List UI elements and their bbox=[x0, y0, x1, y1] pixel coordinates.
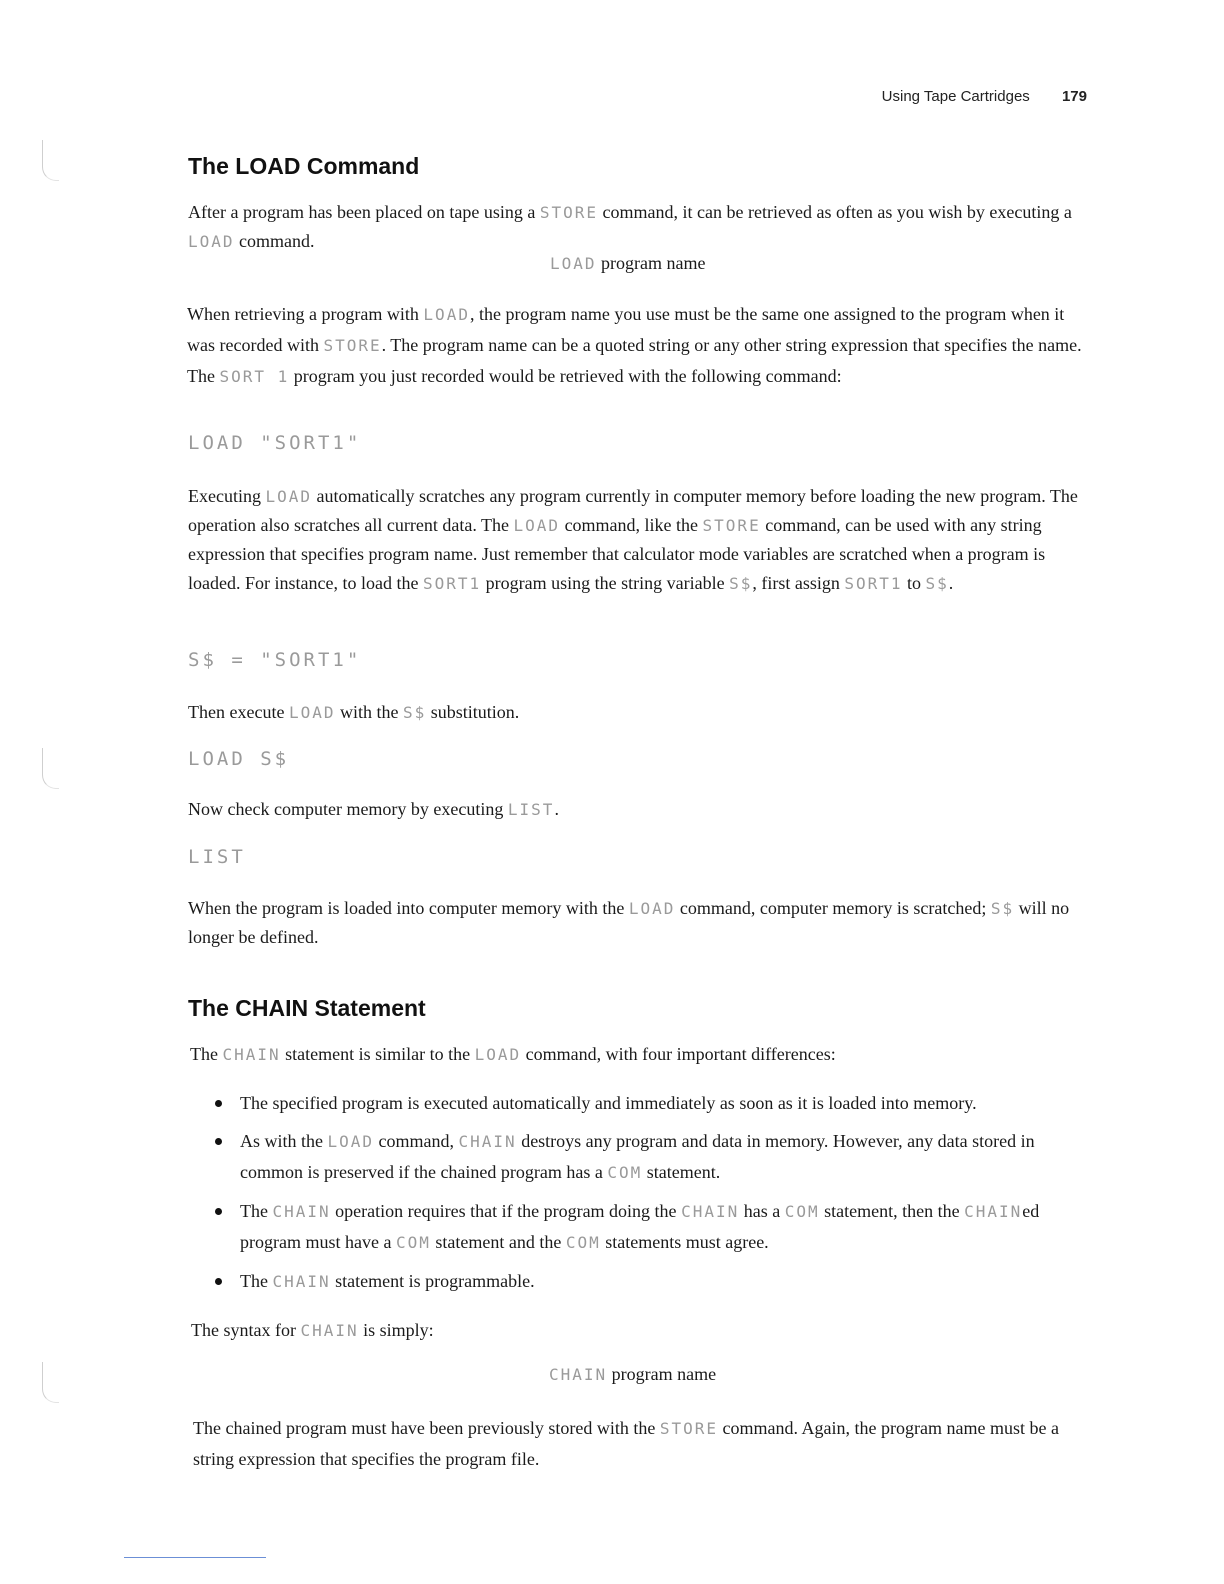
code-load-sort1: LOAD "SORT1" bbox=[188, 432, 362, 454]
text-span: with the bbox=[335, 702, 403, 722]
paragraph-chain-intro bbox=[190, 1040, 1090, 1069]
text-span: statements must agree. bbox=[600, 1232, 769, 1252]
text-span: , first assign bbox=[752, 573, 845, 593]
section-heading-load: The LOAD Command bbox=[188, 153, 420, 179]
bullet-icon bbox=[215, 1100, 222, 1107]
keyword-s-dollar: S$ bbox=[402, 703, 427, 722]
text-span: The bbox=[190, 1044, 223, 1064]
keyword-load: LOAD bbox=[513, 516, 561, 535]
syntax-text: program name bbox=[596, 253, 706, 273]
text-span: is simply: bbox=[358, 1320, 434, 1340]
text-span: operation requires that if the program doing the bbox=[330, 1201, 682, 1221]
list-item bbox=[190, 1088, 1102, 1118]
paragraph-then-execute bbox=[188, 698, 1088, 727]
margin-mark bbox=[42, 748, 59, 789]
code-assign-s-dollar: S$ = "SORT1" bbox=[188, 649, 362, 671]
keyword-com: COM bbox=[565, 1233, 601, 1252]
page-number: 179 bbox=[1061, 88, 1087, 105]
text-span: statement is similar to the bbox=[280, 1044, 475, 1064]
bullet-icon bbox=[215, 1208, 222, 1215]
keyword-chain: CHAIN bbox=[272, 1272, 331, 1291]
text-span: , the program name you use must be the same one assigned to the program when it was recorded with bbox=[187, 304, 1065, 355]
text-span: Then execute bbox=[188, 702, 289, 722]
margin-mark bbox=[42, 1362, 59, 1403]
footer-rule bbox=[124, 1557, 266, 1558]
bullet-icon bbox=[215, 1138, 222, 1145]
text-span: The chained program must have been previously stored with the bbox=[193, 1418, 660, 1438]
keyword-store: STORE bbox=[323, 336, 382, 355]
list-item bbox=[190, 1196, 1102, 1258]
text-span: to bbox=[902, 573, 926, 593]
syntax-load bbox=[550, 253, 706, 274]
keyword-load: LOAD bbox=[628, 899, 676, 918]
keyword-chain: CHAIN bbox=[300, 1321, 359, 1340]
keyword-store: STORE bbox=[702, 516, 761, 535]
syntax-chain bbox=[549, 1364, 716, 1385]
text-span: ed program must have a bbox=[240, 1201, 1040, 1252]
text-span: program using the string variable bbox=[481, 573, 730, 593]
section-heading-chain: The CHAIN Statement bbox=[188, 995, 426, 1021]
text-span: After a program has been placed on tape using a bbox=[188, 202, 540, 222]
keyword-com: COM bbox=[395, 1233, 431, 1252]
keyword-chain: CHAIN bbox=[681, 1202, 740, 1221]
list-item bbox=[190, 1266, 1102, 1297]
text-span: command, bbox=[374, 1131, 459, 1151]
text-span: . bbox=[948, 573, 954, 593]
text-span: command. bbox=[234, 231, 315, 251]
list-item bbox=[190, 1126, 1102, 1188]
keyword-load: LOAD bbox=[327, 1132, 375, 1151]
code-list: LIST bbox=[188, 846, 246, 868]
text-span: command, with four important differences: bbox=[521, 1044, 836, 1064]
keyword-sort1: SORT 1 bbox=[219, 367, 290, 386]
keyword-com: COM bbox=[784, 1202, 820, 1221]
text-span: . The program name can be a quoted string or any other string expression that specifies the name. The bbox=[187, 335, 1082, 386]
paragraph-load-retrieve bbox=[187, 299, 1082, 392]
keyword-s-dollar: S$ bbox=[990, 899, 1015, 918]
text-span: The syntax for bbox=[191, 1320, 301, 1340]
paragraph-load-intro bbox=[188, 198, 1088, 256]
text-span: When retrieving a program with bbox=[187, 304, 424, 324]
text-span: statement and the bbox=[430, 1232, 566, 1252]
text-span: has a bbox=[739, 1201, 785, 1221]
paragraph-chain-closing bbox=[193, 1413, 1093, 1475]
keyword-chain: CHAIN bbox=[272, 1202, 331, 1221]
syntax-text: program name bbox=[607, 1364, 717, 1384]
paragraph-memory-scratched bbox=[188, 894, 1088, 952]
text-span: . bbox=[554, 799, 559, 819]
text-span: The specified program is executed automatically and immediately as soon as it is loaded into memory. bbox=[240, 1093, 977, 1113]
text-span: statement. bbox=[642, 1162, 721, 1182]
bullet-icon bbox=[215, 1278, 222, 1285]
text-span: Executing bbox=[188, 486, 266, 506]
keyword-sort1: SORT1 bbox=[844, 574, 903, 593]
text-span: destroys any program and data in memory. However, any data stored in common is preserved if the chained program has a bbox=[240, 1131, 1035, 1182]
text-span: command, like the bbox=[560, 515, 703, 535]
keyword-chain: CHAIN bbox=[458, 1132, 517, 1151]
paragraph-load-executing bbox=[188, 482, 1088, 598]
text-span: As with the bbox=[240, 1131, 328, 1151]
keyword-load: LOAD bbox=[265, 487, 313, 506]
keyword-s-dollar: S$ bbox=[925, 574, 949, 593]
keyword-load: LOAD bbox=[288, 703, 336, 722]
code-load-s-dollar: LOAD S$ bbox=[188, 748, 290, 770]
text-span: program you just recorded would be retrieved with the following command: bbox=[289, 366, 842, 386]
text-span: statement is programmable. bbox=[330, 1271, 535, 1291]
text-span: Now check computer memory by executing bbox=[188, 799, 508, 819]
keyword-s-dollar: S$ bbox=[729, 574, 753, 593]
keyword-load: LOAD bbox=[550, 254, 597, 273]
text-span: When the program is loaded into computer memory with the bbox=[188, 898, 629, 918]
text-span: command, it can be retrieved as often as you wish by executing a bbox=[598, 202, 1072, 222]
text-span: will no longer be defined. bbox=[188, 898, 1070, 947]
running-header-title: Using Tape Cartridges bbox=[881, 88, 1030, 105]
keyword-store: STORE bbox=[659, 1419, 719, 1438]
text-span: The bbox=[240, 1271, 273, 1291]
text-span: command, can be used with any string expression that specifies program name. Just remember that calculator mode variables are scratched when a program is loaded. For instance, to load the bbox=[188, 515, 1046, 593]
keyword-com: COM bbox=[607, 1163, 643, 1182]
keyword-store: STORE bbox=[539, 203, 599, 222]
keyword-sort1: SORT1 bbox=[422, 574, 482, 593]
text-span: substitution. bbox=[426, 702, 520, 722]
text-span: statement, then the bbox=[819, 1201, 965, 1221]
keyword-chain: CHAIN bbox=[964, 1202, 1023, 1221]
keyword-load: LOAD bbox=[474, 1045, 522, 1064]
paragraph-syntax-intro bbox=[191, 1316, 1091, 1345]
keyword-load: LOAD bbox=[188, 232, 235, 251]
running-header bbox=[882, 88, 1087, 105]
margin-mark bbox=[42, 140, 59, 181]
text-span: command, computer memory is scratched; bbox=[675, 898, 991, 918]
keyword-chain: CHAIN bbox=[549, 1365, 608, 1384]
text-span: command. Again, the program name must be a string expression that specifies the program file. bbox=[193, 1418, 1059, 1469]
text-span: The bbox=[240, 1201, 273, 1221]
keyword-chain: CHAIN bbox=[222, 1045, 281, 1064]
keyword-list: LIST bbox=[507, 800, 555, 819]
text-span: automatically scratches any program currently in computer memory before loading the new program. The operation also scratches all current data. The bbox=[188, 486, 1078, 535]
keyword-load: LOAD bbox=[423, 305, 470, 324]
chain-differences-list bbox=[190, 1088, 1102, 1305]
paragraph-check-memory bbox=[188, 795, 1088, 824]
